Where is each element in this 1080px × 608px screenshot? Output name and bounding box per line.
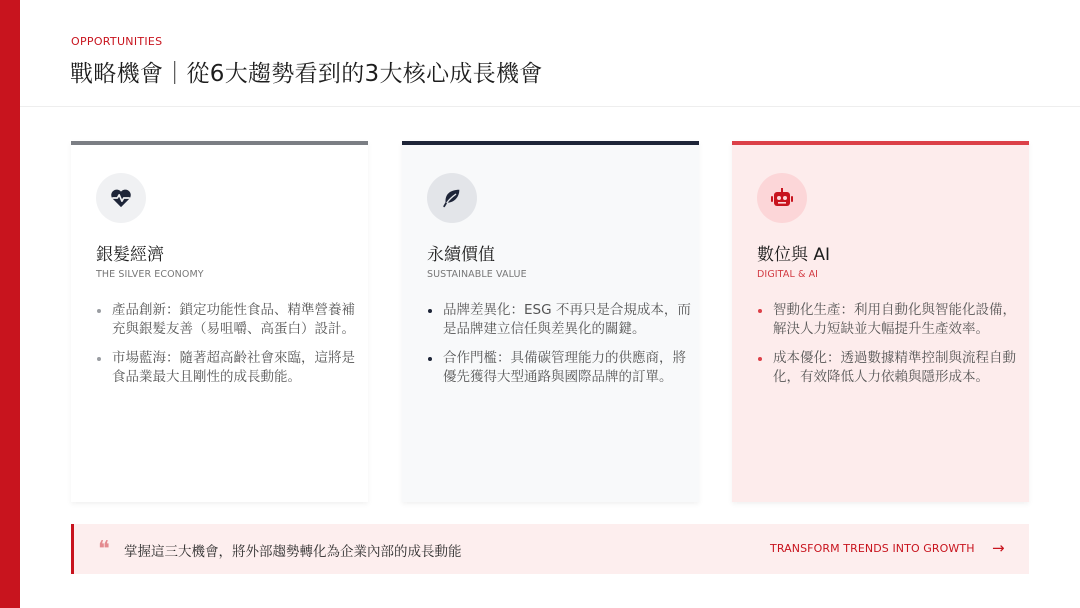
robot-icon (770, 187, 794, 209)
card-digital-ai (732, 141, 1029, 502)
heartbeat-icon-badge (96, 173, 146, 223)
bullet-item: 成本優化：透過數據精準控制與流程自動化，有效降低人力依賴與隱形成本。 (757, 349, 1029, 387)
robot-icon-badge (757, 173, 807, 223)
bullet-item: 產品創新：鎖定功能性食品、精準營養補充與銀髮友善（易咀嚼、高蛋白）設計。 (96, 301, 368, 339)
card-subtitle: DIGITAL & AI (757, 269, 819, 280)
card-subtitle: THE SILVER ECONOMY (96, 269, 204, 280)
bullet-item: 品牌差異化：ESG 不再只是合規成本，而是品牌建立信任與差異化的關鍵。 (427, 301, 699, 339)
card-title: 數位與 AI (757, 245, 831, 265)
leaf-icon (441, 187, 463, 209)
card-subtitle: SUSTAINABLE VALUE (427, 269, 527, 280)
bullet-list (96, 301, 368, 397)
bullet-item: 合作門檻：具備碳管理能力的供應商，將優先獲得大型通路與國際品牌的訂單。 (427, 349, 699, 387)
section-eyebrow: OPPORTUNITIES (71, 35, 163, 48)
card-title: 銀髮經濟 (96, 245, 164, 265)
leaf-icon-badge (427, 173, 477, 223)
bullet-item: 智動化生產：利用自動化與智能化設備，解決人力短缺並大幅提升生產效率。 (757, 301, 1029, 339)
bullet-item: 市場藍海：隨著超高齡社會來臨，這將是食品業最大且剛性的成長動能。 (96, 349, 368, 387)
arrow-right-icon: → (992, 539, 1005, 557)
quote-icon: ❝ (98, 537, 110, 562)
card-silver-economy (71, 141, 368, 502)
heartbeat-icon (110, 188, 132, 208)
page-title: 戰略機會｜從6大趨勢看到的3大核心成長機會 (70, 61, 543, 87)
banner-cta-label: TRANSFORM TRENDS INTO GROWTH (770, 542, 975, 555)
card-title: 永續價值 (427, 245, 495, 265)
banner-text: 掌握這三大機會，將外部趨勢轉化為企業內部的成長動能 (124, 544, 462, 560)
card-sustainable-value (402, 141, 699, 502)
summary-banner (71, 524, 1029, 574)
left-accent-bar (0, 0, 20, 608)
bullet-list (757, 301, 1029, 397)
header-divider (20, 106, 1080, 107)
bullet-list (427, 301, 699, 397)
